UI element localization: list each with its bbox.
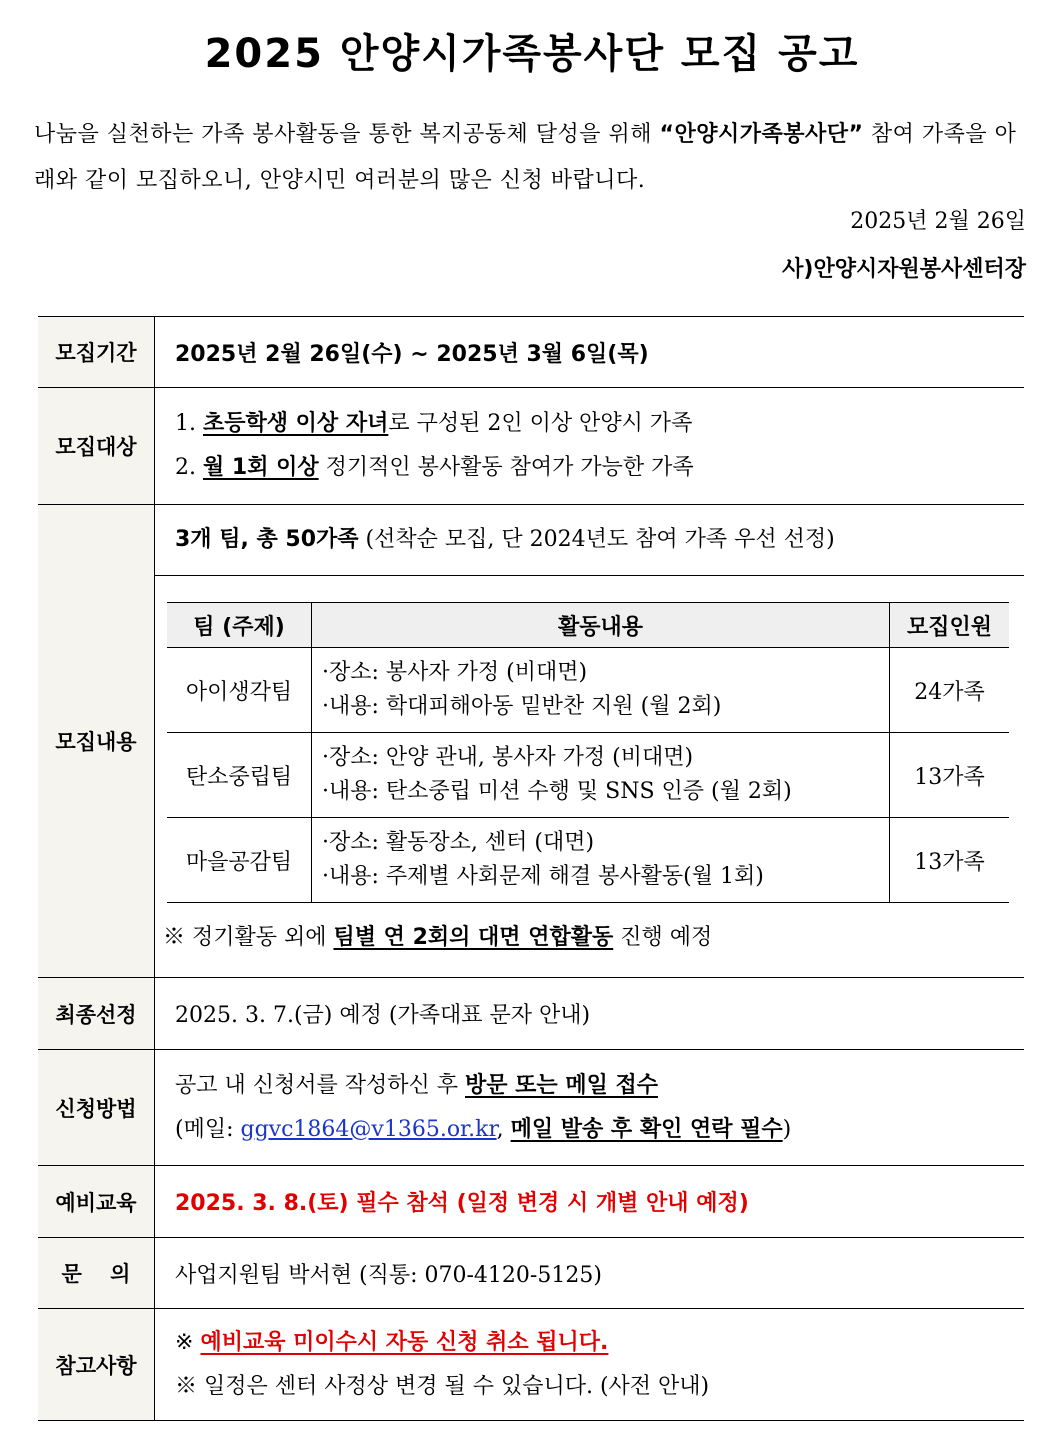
team-name: 탄소중립팀 xyxy=(167,733,312,818)
notes-label: 참고사항 xyxy=(38,1309,155,1421)
apply-value xyxy=(155,1050,1025,1166)
apply-line-2 xyxy=(175,1108,1024,1152)
row-education xyxy=(38,1166,1024,1238)
email-link[interactable]: ggvc1864@v1365.or.kr xyxy=(240,1116,497,1142)
notes-1-mark: ※ xyxy=(175,1329,201,1355)
row-contact xyxy=(38,1238,1024,1309)
team-count: 24가족 xyxy=(890,648,1010,733)
table-row xyxy=(167,648,1009,733)
row-apply xyxy=(38,1050,1024,1166)
intro-paragraph xyxy=(34,112,1030,204)
contact-value: 사업지원팀 박서현 (직통: 070-4120-5125) xyxy=(155,1238,1025,1309)
target-2-num: 2. xyxy=(175,455,203,480)
education-label: 예비교육 xyxy=(38,1166,155,1238)
intro-highlight: “안양시가족봉사단” xyxy=(659,122,864,147)
period-value: 2025년 2월 26일(수) ~ 2025년 3월 6일(목) xyxy=(155,317,1025,388)
apply-2-pre: (메일: xyxy=(175,1116,241,1142)
team-activity xyxy=(312,818,890,903)
period-label: 모집기간 xyxy=(38,317,155,388)
team-place: ·장소: 활동장소, 센터 (대면) xyxy=(322,830,595,855)
row-period xyxy=(38,317,1024,388)
team-activity xyxy=(312,648,890,733)
team-place: ·장소: 안양 관내, 봉사자 가정 (비대면) xyxy=(322,745,694,770)
summary-rest: (선착순 모집, 단 2024년도 참여 가족 우선 선정) xyxy=(358,527,835,552)
note-pre: ※ 정기활동 외에 xyxy=(163,925,334,950)
team-desc: ·내용: 학대피해아동 밑반찬 지원 (월 2회) xyxy=(322,694,722,719)
row-target xyxy=(38,388,1024,505)
organization-name: 사)안양시자원봉사센터장 xyxy=(782,257,1026,282)
target-1-num: 1. xyxy=(175,411,203,436)
notes-line-1 xyxy=(175,1321,1024,1365)
apply-1-pre: 공고 내 신청서를 작성하신 후 xyxy=(175,1072,465,1098)
intro-text: 나눔을 실천하는 가족 봉사활동을 통한 복지공동체 달성을 위해 xyxy=(34,122,660,147)
notes-line-2: ※ 일정은 센터 사정상 변경 될 수 있습니다. (사전 안내) xyxy=(175,1373,710,1399)
team-activity xyxy=(312,733,890,818)
page-title: 2025 안양시가족봉사단 모집 공고 xyxy=(204,31,860,77)
row-selection xyxy=(38,978,1024,1050)
team-place: ·장소: 봉사자 가정 (비대면) xyxy=(322,660,588,685)
note-post: 진행 예정 xyxy=(613,925,713,950)
selection-label: 최종선정 xyxy=(38,978,155,1050)
count-header: 모집인원 xyxy=(890,603,1010,648)
activity-header: 활동내용 xyxy=(312,603,890,648)
target-1-underline: 초등학생 이상 자녀 xyxy=(202,411,389,436)
apply-2-post: ) xyxy=(782,1116,792,1142)
apply-2-underline: 메일 발송 후 확인 연락 필수 xyxy=(510,1116,783,1142)
target-line-2 xyxy=(175,446,1024,490)
target-value xyxy=(155,388,1025,505)
team-desc: ·내용: 주제별 사회문제 해결 봉사활동(월 1회) xyxy=(322,864,764,889)
target-2-underline: 월 1회 이상 xyxy=(202,455,319,480)
notes-value xyxy=(155,1309,1025,1421)
target-1-rest: 로 구성된 2인 이상 안양시 가족 xyxy=(388,411,693,436)
info-table xyxy=(38,316,1024,1421)
row-notes xyxy=(38,1309,1024,1421)
content-summary xyxy=(155,505,1024,576)
education-value: 2025. 3. 8.(토) 필수 참석 (일정 변경 시 개별 안내 예정) xyxy=(155,1166,1025,1238)
target-line-1 xyxy=(175,402,1024,446)
content-label: 모집내용 xyxy=(38,505,155,978)
row-content xyxy=(38,505,1024,978)
table-row xyxy=(167,733,1009,818)
apply-line-1 xyxy=(175,1064,1024,1108)
summary-bold: 3개 팀, 총 50가족 xyxy=(175,527,359,552)
team-table xyxy=(167,602,1009,903)
apply-1-underline: 방문 또는 메일 접수 xyxy=(465,1072,658,1098)
notes-1-red: 예비교육 미이수시 자동 신청 취소 됩니다. xyxy=(200,1329,609,1355)
note-underline: 팀별 연 2회의 대면 연합활동 xyxy=(333,925,614,950)
content-value xyxy=(155,505,1025,978)
content-note xyxy=(163,903,1024,977)
intro-text-2: 참여 가족을 아래와 같이 모집하오니, 안양시민 여러분의 많은 신청 바랍니다. xyxy=(34,122,1017,193)
team-header: 팀 (주제) xyxy=(167,603,312,648)
selection-value: 2025. 3. 7.(금) 예정 (가족대표 문자 안내) xyxy=(155,978,1025,1050)
team-desc: ·내용: 탄소중립 미션 수행 및 SNS 인증 (월 2회) xyxy=(322,779,792,804)
apply-label: 신청방법 xyxy=(38,1050,155,1166)
contact-label: 문 의 xyxy=(38,1238,155,1309)
table-row xyxy=(167,818,1009,903)
team-count: 13가족 xyxy=(890,733,1010,818)
announcement-date: 2025년 2월 26일 xyxy=(850,209,1026,234)
team-name: 마을공감팀 xyxy=(167,818,312,903)
target-label: 모집대상 xyxy=(38,388,155,505)
team-name: 아이생각팀 xyxy=(167,648,312,733)
target-2-rest: 정기적인 봉사활동 참여가 가능한 가족 xyxy=(318,455,694,480)
apply-2-mid: , xyxy=(496,1116,511,1142)
team-count: 13가족 xyxy=(890,818,1010,903)
